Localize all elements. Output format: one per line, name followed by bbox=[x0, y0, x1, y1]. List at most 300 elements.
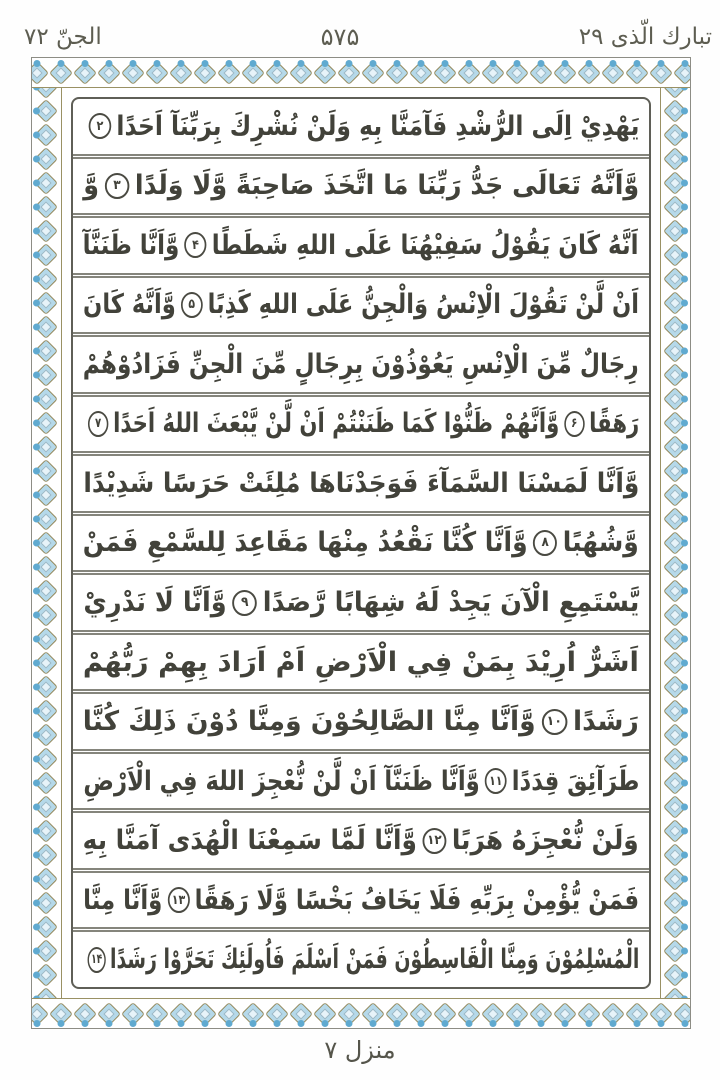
border-floral-motif bbox=[32, 891, 61, 915]
manzil-label: منزل ۷ bbox=[324, 1036, 396, 1064]
quran-text-block bbox=[71, 97, 651, 989]
border-petal bbox=[679, 67, 690, 78]
border-floral-motif bbox=[660, 579, 690, 603]
border-floral-motif bbox=[660, 339, 690, 363]
border-floral-motif bbox=[385, 999, 409, 1028]
ayah-text: وَّاَنَّهُ تَعَالَى جَدُّ رَبِّنَا مَا اتَّخَذَ صَاحِبَةً وَّلَا وَلَدًا bbox=[134, 170, 640, 202]
border-petal bbox=[669, 417, 680, 428]
ayah-text: وَّاَنَّهُمْ ظَنُّوْا كَمَا ظَنَنْتُمْ اَنْ لَّنْ يَّبْعَثَ اللهُ اَحَدًا bbox=[112, 408, 560, 440]
border-petal bbox=[631, 67, 642, 78]
quran-line bbox=[73, 932, 649, 987]
ayah-end-marker: ۹ bbox=[232, 590, 257, 616]
border-petal bbox=[40, 969, 51, 980]
border-floral-motif bbox=[121, 999, 145, 1028]
border-floral-motif bbox=[337, 999, 361, 1028]
quran-line-text bbox=[83, 527, 639, 558]
border-floral-motif bbox=[32, 747, 61, 771]
border-band-bottom bbox=[32, 998, 690, 1028]
border-petal bbox=[40, 945, 51, 956]
border-petal bbox=[669, 681, 680, 692]
border-petal bbox=[40, 297, 51, 308]
border-floral-motif bbox=[32, 999, 49, 1028]
border-floral-motif bbox=[660, 507, 690, 531]
border-petal bbox=[40, 537, 51, 548]
border-petal bbox=[669, 969, 680, 980]
border-petal bbox=[40, 249, 51, 260]
border-floral-motif bbox=[265, 999, 289, 1028]
ayah-text: فَمَنْ يُّؤْمِنْ بِرَبِّهِ فَلَا يَخَافُ بَخْسًا وَّلَا رَهَقًا bbox=[194, 884, 639, 916]
border-petal bbox=[295, 1008, 306, 1019]
border-floral-motif bbox=[409, 58, 433, 88]
border-floral-motif bbox=[32, 195, 61, 219]
quran-line bbox=[73, 397, 649, 457]
ayah-text: رَهَقًا bbox=[588, 408, 639, 440]
border-petal bbox=[40, 465, 51, 476]
border-petal bbox=[669, 489, 680, 500]
border-petal bbox=[669, 369, 680, 380]
border-petal bbox=[40, 105, 51, 116]
border-floral-motif bbox=[32, 219, 61, 243]
quran-line-text bbox=[83, 289, 639, 320]
border-band-top bbox=[32, 58, 690, 88]
border-petal bbox=[40, 801, 51, 812]
border-petal bbox=[40, 753, 51, 764]
ayah-text: وَّاَنَّا مِنَّا bbox=[83, 884, 163, 916]
quran-line-text bbox=[83, 587, 639, 618]
quran-line bbox=[73, 694, 649, 754]
border-floral-motif bbox=[457, 999, 481, 1028]
border-petal bbox=[40, 88, 51, 93]
border-floral-motif bbox=[625, 999, 649, 1028]
border-floral-motif bbox=[660, 435, 690, 459]
border-petal bbox=[669, 801, 680, 812]
border-petal bbox=[535, 1008, 546, 1019]
inner-margin bbox=[63, 89, 659, 997]
border-petal bbox=[40, 393, 51, 404]
border-petal bbox=[655, 1008, 666, 1019]
border-petal bbox=[40, 849, 51, 860]
border-petal bbox=[199, 1008, 210, 1019]
quran-line-text bbox=[83, 408, 639, 439]
border-petal bbox=[55, 1008, 66, 1019]
border-floral-motif bbox=[32, 58, 49, 88]
border-floral-motif bbox=[32, 987, 61, 998]
border-petal bbox=[40, 609, 51, 620]
border-petal bbox=[669, 561, 680, 572]
ayah-end-marker: ۷ bbox=[88, 411, 108, 437]
border-floral-motif bbox=[289, 58, 313, 88]
ayah-text: رَشَدًا bbox=[573, 706, 639, 738]
border-petal bbox=[367, 67, 378, 78]
border-petal bbox=[669, 633, 680, 644]
border-petal bbox=[40, 441, 51, 452]
border-floral-motif bbox=[660, 291, 690, 315]
border-petal bbox=[271, 67, 282, 78]
border-petal bbox=[40, 633, 51, 644]
border-petal bbox=[40, 489, 51, 500]
border-floral-motif bbox=[193, 58, 217, 88]
border-petal bbox=[669, 705, 680, 716]
border-petal bbox=[607, 1008, 618, 1019]
page-header bbox=[0, 8, 720, 52]
ayah-text: وَّ bbox=[83, 170, 99, 202]
border-floral-motif bbox=[145, 58, 169, 88]
border-petal bbox=[669, 393, 680, 404]
border-floral-motif bbox=[660, 531, 690, 555]
border-petal bbox=[319, 67, 330, 78]
quran-line bbox=[73, 873, 649, 933]
border-petal bbox=[40, 993, 51, 998]
border-floral-motif bbox=[625, 58, 649, 88]
border-floral-motif bbox=[32, 483, 61, 507]
border-floral-motif bbox=[32, 675, 61, 699]
border-floral-motif bbox=[660, 699, 690, 723]
border-floral-motif bbox=[481, 999, 505, 1028]
border-petal bbox=[669, 849, 680, 860]
ayah-end-marker: ۱۰ bbox=[542, 709, 568, 735]
border-petal bbox=[511, 1008, 522, 1019]
border-floral-motif bbox=[660, 915, 690, 939]
border-petal bbox=[103, 67, 114, 78]
border-floral-motif bbox=[241, 999, 265, 1028]
border-floral-motif bbox=[660, 843, 690, 867]
border-floral-motif bbox=[660, 555, 690, 579]
border-floral-motif bbox=[32, 363, 61, 387]
border-floral-motif bbox=[660, 387, 690, 411]
ayah-end-marker: ۵ bbox=[181, 292, 203, 318]
border-petal bbox=[669, 88, 680, 93]
ayah-text: رِجَالٌ مِّنَ الْاِنْسِ يَعُوْذُوْنَ بِرِجَالٍ مِّنَ الْجِنِّ فَزَادُوْهُمْ bbox=[82, 348, 639, 380]
border-petal bbox=[40, 873, 51, 884]
border-petal bbox=[151, 1008, 162, 1019]
border-floral-motif bbox=[505, 999, 529, 1028]
border-floral-motif bbox=[32, 963, 61, 987]
border-floral-motif bbox=[193, 999, 217, 1028]
border-petal bbox=[40, 345, 51, 356]
border-petal bbox=[669, 945, 680, 956]
border-floral-motif bbox=[660, 963, 690, 987]
border-floral-motif bbox=[361, 58, 385, 88]
border-petal bbox=[247, 1008, 258, 1019]
border-floral-motif bbox=[601, 58, 625, 88]
border-petal bbox=[40, 777, 51, 788]
border-floral-motif bbox=[32, 315, 61, 339]
border-petal bbox=[487, 1008, 498, 1019]
border-floral-motif bbox=[32, 291, 61, 315]
quran-line-text bbox=[83, 825, 639, 856]
border-floral-motif bbox=[32, 435, 61, 459]
ayah-text: يَهْدِيْ اِلَى الرُّشْدِ فَآمَنَّا بِهِ وَلَنْ نُشْرِكَ بِرَبِّنَآ اَحَدًا bbox=[115, 110, 639, 142]
border-petal bbox=[247, 67, 258, 78]
border-floral-motif bbox=[32, 243, 61, 267]
border-petal bbox=[439, 1008, 450, 1019]
border-floral-motif bbox=[505, 58, 529, 88]
border-petal bbox=[511, 67, 522, 78]
border-floral-motif bbox=[660, 483, 690, 507]
border-floral-motif bbox=[577, 999, 601, 1028]
border-petal bbox=[40, 321, 51, 332]
border-floral-motif bbox=[433, 58, 457, 88]
border-floral-motif bbox=[217, 58, 241, 88]
ayah-end-marker: ۶ bbox=[564, 411, 584, 437]
border-petal bbox=[40, 921, 51, 932]
border-petal bbox=[79, 1008, 90, 1019]
border-petal bbox=[40, 225, 51, 236]
border-petal bbox=[319, 1008, 330, 1019]
border-floral-motif bbox=[32, 171, 61, 195]
border-floral-motif bbox=[660, 459, 690, 483]
border-floral-motif bbox=[601, 999, 625, 1028]
border-floral-motif bbox=[32, 819, 61, 843]
border-floral-motif bbox=[32, 459, 61, 483]
quran-line-text bbox=[83, 230, 639, 261]
quran-line bbox=[73, 635, 649, 695]
border-floral-motif bbox=[660, 891, 690, 915]
border-floral-motif bbox=[577, 58, 601, 88]
border-petal bbox=[40, 729, 51, 740]
border-petal bbox=[367, 1008, 378, 1019]
border-floral-motif bbox=[49, 58, 73, 88]
border-floral-motif bbox=[121, 58, 145, 88]
border-floral-motif bbox=[32, 555, 61, 579]
border-petal bbox=[415, 67, 426, 78]
quran-line bbox=[73, 754, 649, 814]
border-floral-motif bbox=[73, 999, 97, 1028]
quran-line-text bbox=[83, 706, 639, 737]
border-floral-motif bbox=[32, 915, 61, 939]
border-petal bbox=[669, 297, 680, 308]
juz-label: تبارك الّذى ۲۹ bbox=[578, 24, 712, 51]
border-petal bbox=[669, 609, 680, 620]
border-petal bbox=[669, 513, 680, 524]
ayah-end-marker: ۱۴ bbox=[87, 947, 105, 973]
quran-line bbox=[73, 159, 649, 219]
border-floral-motif bbox=[32, 531, 61, 555]
border-floral-motif bbox=[32, 267, 61, 291]
border-floral-motif bbox=[660, 219, 690, 243]
border-petal bbox=[40, 369, 51, 380]
quran-line bbox=[73, 456, 649, 516]
border-petal bbox=[127, 67, 138, 78]
border-petal bbox=[40, 561, 51, 572]
ayah-text: طَرَآئِقَ قِدَدًا bbox=[511, 765, 639, 797]
border-petal bbox=[631, 1008, 642, 1019]
border-petal bbox=[32, 67, 43, 78]
border-petal bbox=[295, 67, 306, 78]
border-floral-motif bbox=[660, 819, 690, 843]
border-petal bbox=[669, 873, 680, 884]
ayah-text: وَّاَنَّهُ كَانَ bbox=[82, 289, 176, 321]
border-floral-motif bbox=[649, 58, 673, 88]
ayah-end-marker: ۱۲ bbox=[423, 828, 447, 854]
border-petal bbox=[535, 67, 546, 78]
border-petal bbox=[55, 67, 66, 78]
border-petal bbox=[669, 825, 680, 836]
ayah-text: وَّاَنَّا لَا نَدْرِيْ bbox=[82, 587, 227, 619]
ayah-text: يَّسْتَمِعِ الْآنَ يَجِدْ لَهُ شِهَابًا رَّصَدًا bbox=[262, 587, 639, 619]
quran-line bbox=[73, 813, 649, 873]
border-petal bbox=[343, 1008, 354, 1019]
border-petal bbox=[439, 67, 450, 78]
border-floral-motif bbox=[289, 999, 313, 1028]
border-petal bbox=[223, 1008, 234, 1019]
border-floral-motif bbox=[32, 99, 61, 123]
border-petal bbox=[175, 1008, 186, 1019]
border-floral-motif bbox=[32, 579, 61, 603]
border-floral-motif bbox=[481, 58, 505, 88]
quran-line bbox=[73, 516, 649, 576]
border-floral-motif bbox=[32, 651, 61, 675]
border-petal bbox=[40, 897, 51, 908]
border-petal bbox=[669, 249, 680, 260]
ayah-text: وَّاَنَّا لَمَّا سَمِعْنَا الْهُدَى آمَنَّا بِهِ bbox=[83, 825, 418, 857]
border-petal bbox=[40, 177, 51, 188]
border-petal bbox=[669, 129, 680, 140]
border-petal bbox=[669, 897, 680, 908]
border-petal bbox=[583, 1008, 594, 1019]
border-floral-motif bbox=[660, 99, 690, 123]
ayah-text: وَّاَنَّا ظَنَنَّآ bbox=[82, 229, 180, 261]
border-floral-motif bbox=[660, 603, 690, 627]
border-floral-motif bbox=[32, 411, 61, 435]
border-floral-motif bbox=[32, 387, 61, 411]
border-petal bbox=[669, 753, 680, 764]
border-floral-motif bbox=[169, 58, 193, 88]
border-floral-motif bbox=[660, 363, 690, 387]
border-petal bbox=[669, 657, 680, 668]
page-footer bbox=[0, 1036, 720, 1064]
border-petal bbox=[607, 67, 618, 78]
border-petal bbox=[415, 1008, 426, 1019]
border-petal bbox=[463, 67, 474, 78]
border-petal bbox=[559, 1008, 570, 1019]
border-floral-motif bbox=[32, 867, 61, 891]
border-petal bbox=[127, 1008, 138, 1019]
border-petal bbox=[669, 345, 680, 356]
border-floral-motif bbox=[32, 88, 61, 99]
border-petal bbox=[40, 417, 51, 428]
border-petal bbox=[669, 177, 680, 188]
border-petal bbox=[679, 1008, 690, 1019]
border-petal bbox=[463, 1008, 474, 1019]
ayah-text: الْمُسْلِمُوْنَ وَمِنَّا الْقَاسِطُوْنَ فَمَنْ اَسْلَمَ فَاُولَئِكَ تَحَرَّوْا رَشَدًا bbox=[109, 944, 639, 976]
border-floral-motif bbox=[313, 58, 337, 88]
border-petal bbox=[223, 67, 234, 78]
border-petal bbox=[669, 537, 680, 548]
ayah-text: وَّاَنَّا مِنَّا الصَّالِحُوْنَ وَمِنَّا دُوْنَ ذَلِكَ كُنَّا bbox=[83, 706, 536, 738]
border-floral-motif bbox=[32, 843, 61, 867]
border-petal bbox=[151, 67, 162, 78]
border-petal bbox=[271, 1008, 282, 1019]
border-floral-motif bbox=[32, 507, 61, 531]
border-petal bbox=[40, 585, 51, 596]
border-petal bbox=[669, 153, 680, 164]
quran-line bbox=[73, 575, 649, 635]
border-petal bbox=[103, 1008, 114, 1019]
border-floral-motif bbox=[32, 339, 61, 363]
border-petal bbox=[40, 705, 51, 716]
border-floral-motif bbox=[660, 987, 690, 998]
ayah-end-marker: ۸ bbox=[533, 530, 557, 556]
border-floral-motif bbox=[97, 58, 121, 88]
border-petal bbox=[669, 993, 680, 998]
page-number: ۵۷۵ bbox=[320, 23, 360, 52]
border-floral-motif bbox=[529, 999, 553, 1028]
ayah-text: وَّشُهُبًا bbox=[562, 527, 639, 559]
border-petal bbox=[391, 67, 402, 78]
border-floral-motif bbox=[73, 58, 97, 88]
ayah-end-marker: ۳ bbox=[104, 173, 128, 199]
border-floral-motif bbox=[361, 999, 385, 1028]
quran-line bbox=[73, 218, 649, 278]
border-floral-motif bbox=[673, 58, 690, 88]
border-petal bbox=[343, 67, 354, 78]
border-petal bbox=[40, 153, 51, 164]
quran-line-text bbox=[83, 111, 639, 142]
border-petal bbox=[669, 321, 680, 332]
border-floral-motif bbox=[32, 723, 61, 747]
border-floral-motif bbox=[660, 171, 690, 195]
border-petal bbox=[40, 273, 51, 284]
ornamental-border-frame bbox=[31, 57, 691, 1029]
border-petal bbox=[669, 729, 680, 740]
border-floral-motif bbox=[660, 411, 690, 435]
border-floral-motif bbox=[660, 723, 690, 747]
border-floral-motif bbox=[241, 58, 265, 88]
quran-line-text bbox=[83, 170, 639, 201]
border-floral-motif bbox=[385, 58, 409, 88]
ayah-text: اَنَّهُ كَانَ يَقُوْلُ سَفِيْهُنَا عَلَى اللهِ شَطَطًا bbox=[212, 229, 639, 261]
border-floral-motif bbox=[660, 627, 690, 651]
border-floral-motif bbox=[660, 939, 690, 963]
border-petal bbox=[175, 67, 186, 78]
border-petal bbox=[669, 273, 680, 284]
border-floral-motif bbox=[32, 123, 61, 147]
quran-line-text bbox=[83, 468, 639, 499]
border-petal bbox=[199, 67, 210, 78]
quran-line-text bbox=[83, 885, 639, 916]
border-floral-motif bbox=[32, 147, 61, 171]
border-floral-motif bbox=[660, 123, 690, 147]
border-floral-motif bbox=[169, 999, 193, 1028]
ayah-text: وَّاَنَّا لَمَسْنَا السَّمَآءَ فَوَجَدْنَاهَا مُلِئَتْ حَرَسًا شَدِيْدًا bbox=[83, 467, 639, 499]
border-floral-motif bbox=[673, 999, 690, 1028]
border-petal bbox=[669, 921, 680, 932]
surah-label: الجنّ ۷۲ bbox=[24, 24, 102, 51]
quran-line-text bbox=[83, 349, 639, 380]
border-floral-motif bbox=[660, 267, 690, 291]
border-floral-motif bbox=[32, 627, 61, 651]
quran-line-text bbox=[83, 647, 639, 678]
border-floral-motif bbox=[660, 243, 690, 267]
quran-line bbox=[73, 337, 649, 397]
ayah-text: وَّاَنَّا كُنَّا نَقْعُدُ مِنْهَا مَقَاعِدَ لِلسَّمْعِ فَمَنْ bbox=[82, 527, 528, 559]
quran-line bbox=[73, 99, 649, 159]
border-petal bbox=[40, 825, 51, 836]
border-floral-motif bbox=[660, 747, 690, 771]
border-floral-motif bbox=[409, 999, 433, 1028]
border-floral-motif bbox=[660, 675, 690, 699]
border-petal bbox=[40, 513, 51, 524]
ayah-end-marker: ۱۱ bbox=[484, 768, 506, 794]
border-petal bbox=[40, 201, 51, 212]
ayah-end-marker: ۲ bbox=[88, 113, 111, 139]
border-petal bbox=[40, 129, 51, 140]
border-floral-motif bbox=[457, 58, 481, 88]
border-petal bbox=[40, 681, 51, 692]
border-floral-motif bbox=[217, 999, 241, 1028]
border-floral-motif bbox=[553, 58, 577, 88]
